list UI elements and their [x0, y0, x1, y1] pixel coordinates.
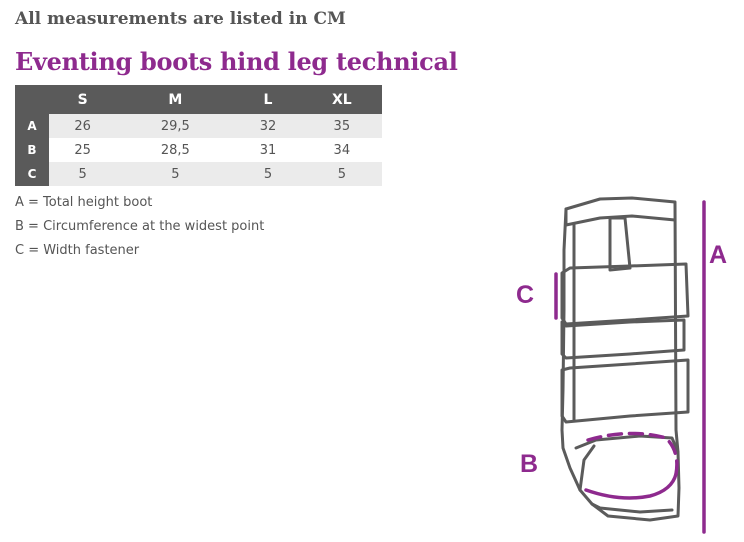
legend-item-a: A = Total height boot: [15, 195, 153, 210]
table-cell: 5: [302, 162, 382, 186]
table-cell: 25: [49, 138, 116, 162]
table-cell: 5: [49, 162, 116, 186]
column-header-l: L: [234, 85, 301, 114]
table-cell: 34: [302, 138, 382, 162]
table-cell: 35: [302, 114, 382, 138]
column-header-xl: XL: [302, 85, 382, 114]
row-header-c: C: [15, 162, 49, 186]
fastener-strap: [562, 320, 684, 358]
table-cell: 28,5: [116, 138, 234, 162]
fastener-strap: [562, 264, 688, 324]
column-header-s: S: [49, 85, 116, 114]
table-cell: 29,5: [116, 114, 234, 138]
table-row: [15, 162, 382, 186]
table-header-row: [15, 85, 382, 114]
table-cell: 26: [49, 114, 116, 138]
column-header-m: M: [116, 85, 234, 114]
table-cell: 32: [234, 114, 301, 138]
table-row: [15, 138, 382, 162]
table-cell: 31: [234, 138, 301, 162]
row-header-a: A: [15, 114, 49, 138]
label-b: B: [520, 450, 539, 478]
page-title: Eventing boots hind leg technical: [15, 47, 458, 76]
fastener-strap: [562, 360, 688, 422]
label-a: A: [709, 241, 728, 269]
boot-inner-line: [610, 218, 630, 270]
boot-lower-panel: [580, 446, 594, 490]
boot-diagram: [500, 190, 744, 540]
size-table: [15, 85, 382, 186]
label-c: C: [516, 281, 535, 309]
boot-lower-panel: [592, 504, 672, 512]
table-row: [15, 114, 382, 138]
table-cell: 5: [234, 162, 301, 186]
row-header-b: B: [15, 138, 49, 162]
boot-outline: [562, 198, 679, 520]
legend-item-c: C = Width fastener: [15, 243, 140, 258]
table-corner: [15, 85, 49, 114]
dimension-b-solid-curve: [586, 474, 676, 498]
measurement-legend: [15, 194, 264, 266]
legend-item-b: B = Circumference at the widest point: [15, 219, 265, 234]
measurement-note: All measurements are listed in CM: [15, 9, 346, 29]
table-cell: 5: [116, 162, 234, 186]
